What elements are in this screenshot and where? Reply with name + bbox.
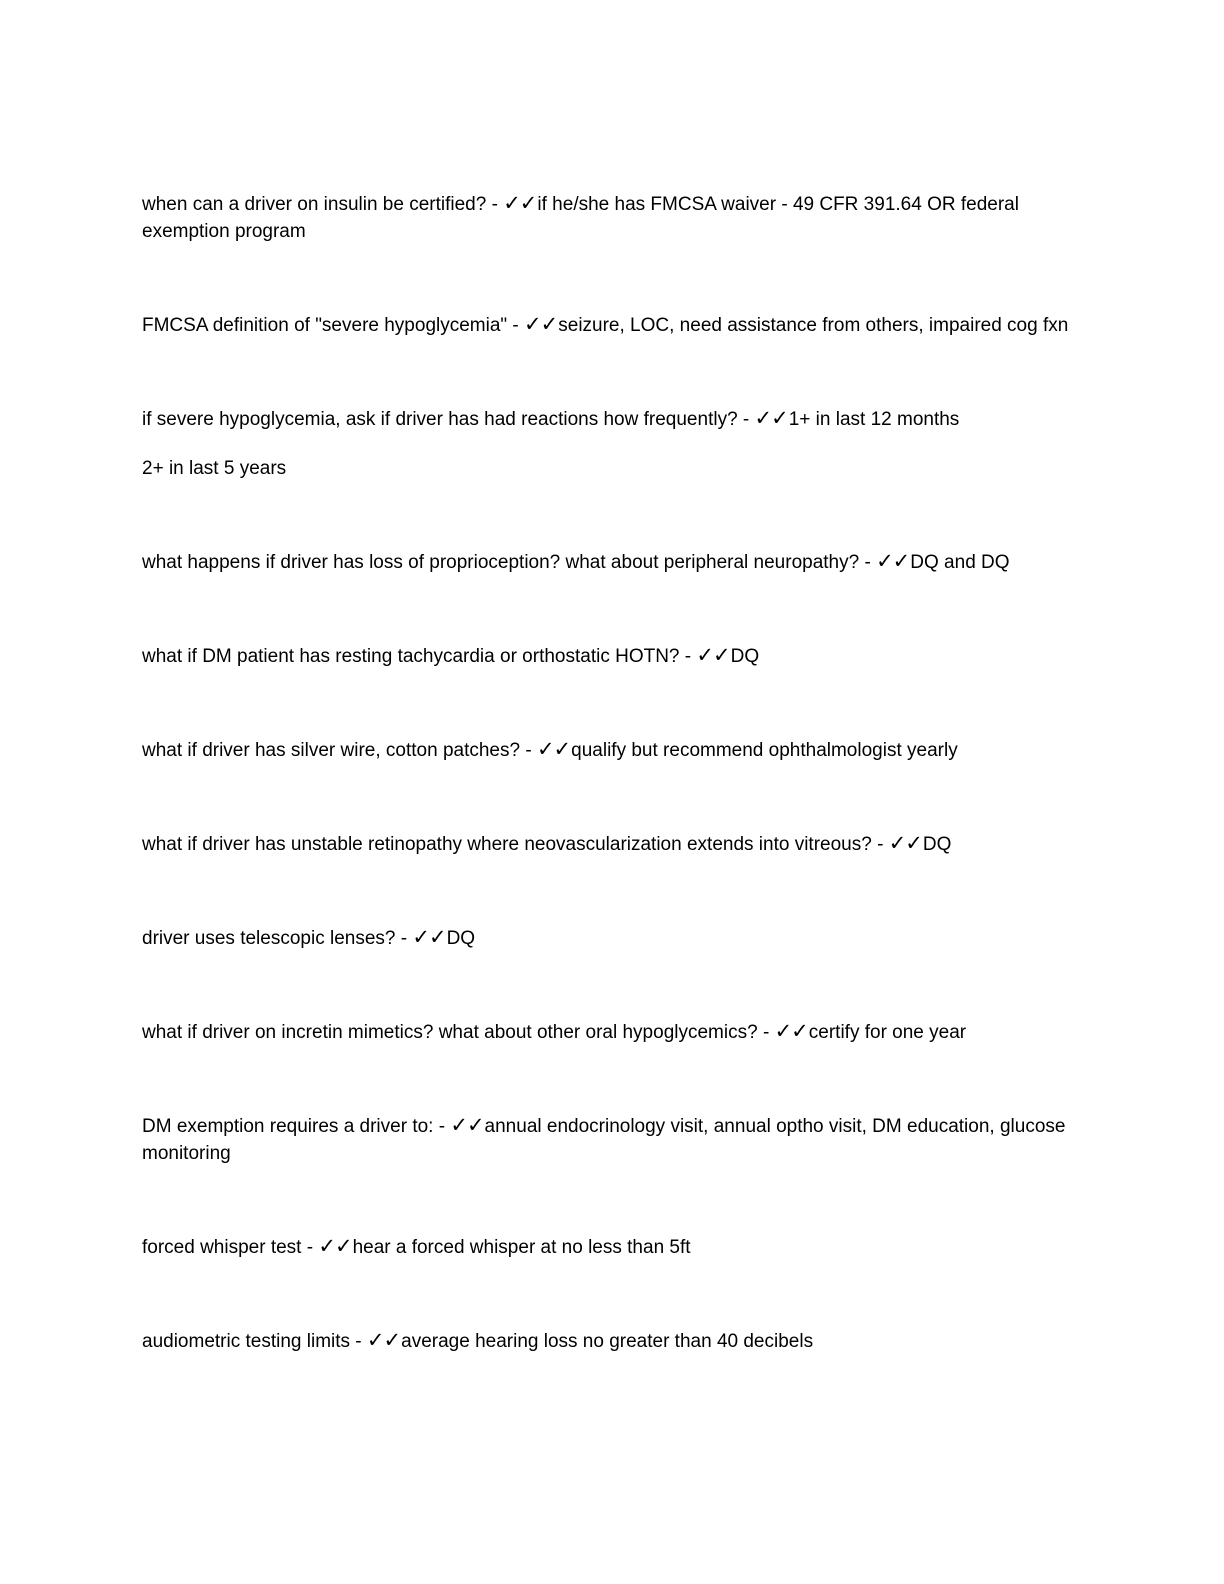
flashcard [142, 548, 1102, 576]
question-text: when can a driver on insulin be certified? [142, 194, 487, 215]
question-text: driver uses telescopic lenses? [142, 928, 396, 949]
double-checkmark-icon: ✓✓ [754, 407, 788, 430]
answer-text: DQ and DQ [910, 552, 1010, 573]
answer-text: annual endocrinology visit, annual optho visit, DM education, glucose monitoring [142, 1116, 1066, 1164]
separator: - [486, 194, 504, 215]
question-text: FMCSA definition of "severe hypoglycemia" [142, 315, 508, 336]
separator: - [507, 315, 525, 336]
question-text: what if driver has unstable retinopathy where neovascularization extends into vitreous? [142, 834, 872, 855]
answer-text: average hearing loss no greater than 40 decibels [401, 1331, 814, 1352]
answer-text: DQ [446, 928, 476, 949]
flashcard [142, 1112, 1102, 1167]
double-checkmark-icon: ✓✓ [524, 313, 558, 336]
separator: - [301, 1237, 319, 1258]
answer-text: if he/she has FMCSA waiver - 49 CFR 391.64 OR federal exemption program [142, 194, 1019, 242]
separator: - [737, 409, 755, 430]
double-checkmark-icon: ✓✓ [696, 644, 730, 667]
answer-text: certify for one year [808, 1022, 967, 1043]
flashcard [142, 642, 1102, 670]
flashcard [142, 405, 1102, 482]
answer-text: DQ [922, 834, 952, 855]
question-text: what if driver on incretin mimetics? what about other oral hypoglycemics? [142, 1022, 758, 1043]
question-text: what if DM patient has resting tachycardia or orthostatic HOTN? [142, 646, 680, 667]
question-text: forced whisper test [142, 1237, 302, 1258]
flashcard [142, 311, 1102, 339]
double-checkmark-icon: ✓✓ [503, 192, 537, 215]
separator: - [433, 1116, 451, 1137]
double-checkmark-icon: ✓✓ [412, 926, 446, 949]
flashcard [142, 190, 1102, 245]
separator: - [871, 834, 889, 855]
question-text: if severe hypoglycemia, ask if driver has had reactions how frequently? [142, 409, 738, 430]
answer-text: qualify but recommend ophthalmologist yearly [571, 740, 958, 761]
double-checkmark-icon: ✓✓ [366, 1329, 401, 1352]
question-text: DM exemption requires a driver to: [142, 1116, 434, 1137]
flashcard [142, 924, 1102, 952]
separator: - [757, 1022, 775, 1043]
separator: - [520, 740, 537, 761]
double-checkmark-icon: ✓✓ [876, 550, 910, 573]
flashcard [142, 1233, 1102, 1261]
flashcard [142, 830, 1102, 858]
separator: - [350, 1331, 367, 1352]
answer-text: 1+ in last 12 months [788, 409, 960, 430]
double-checkmark-icon: ✓✓ [450, 1114, 484, 1137]
question-text: what happens if driver has loss of proprioception? what about peripheral neuropathy? [142, 552, 860, 573]
flashcard [142, 1018, 1102, 1046]
flashcard [142, 736, 1102, 764]
answer-text-line-2: 2+ in last 5 years [142, 458, 287, 479]
double-checkmark-icon: ✓✓ [774, 1020, 808, 1043]
answer-text: hear a forced whisper at no less than 5ft [352, 1237, 691, 1258]
separator: - [395, 928, 413, 949]
double-checkmark-icon: ✓✓ [536, 738, 571, 761]
separator: - [859, 552, 877, 573]
double-checkmark-icon: ✓✓ [318, 1235, 352, 1258]
double-checkmark-icon: ✓✓ [888, 832, 922, 855]
separator: - [679, 646, 697, 667]
answer-text: seizure, LOC, need assistance from others, impaired cog fxn [558, 315, 1069, 336]
answer-text: DQ [730, 646, 760, 667]
question-text: audiometric testing limits [142, 1331, 351, 1352]
question-text: what if driver has silver wire, cotton patches? [142, 740, 521, 761]
flashcard [142, 1327, 1102, 1355]
